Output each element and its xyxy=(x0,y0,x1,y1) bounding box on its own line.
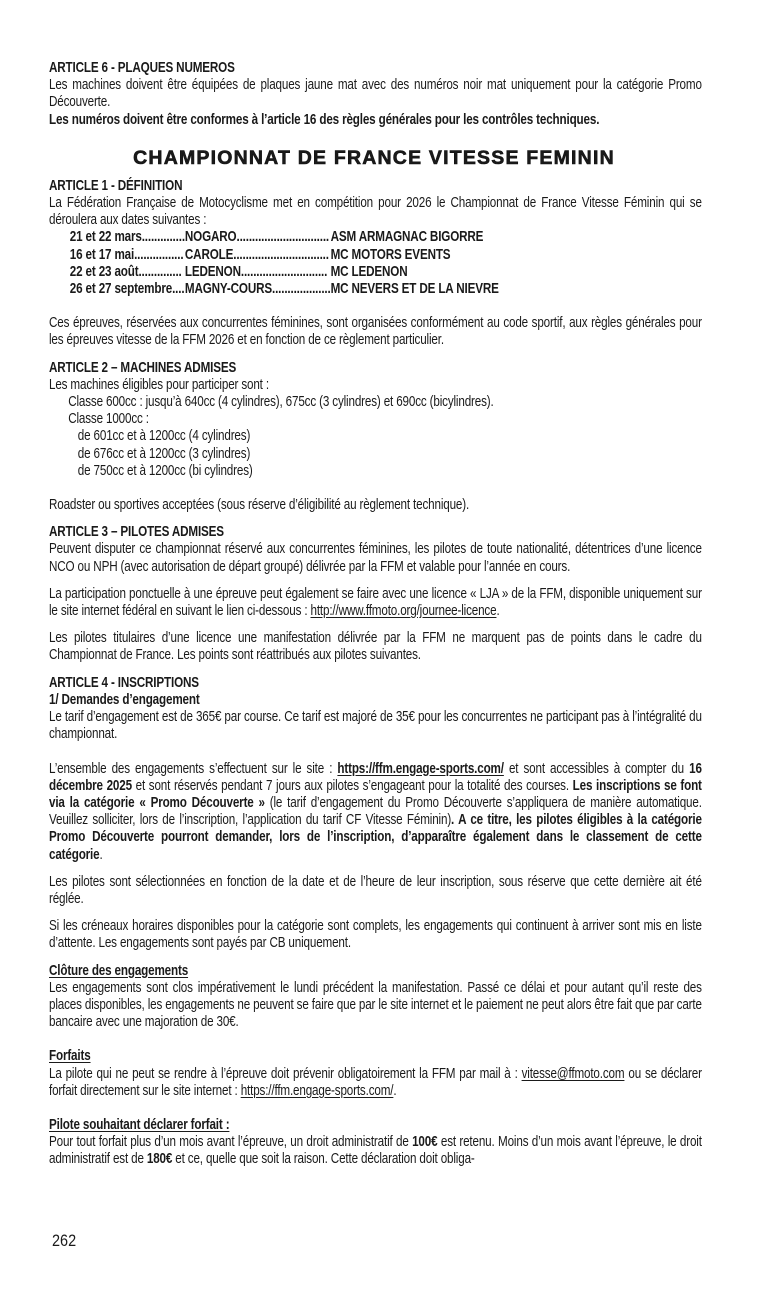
event-club: MC LEDENON xyxy=(330,263,408,280)
article-3-lja-paragraph: La participation ponctuelle à une épreuve peut également se faire avec une licence « LJA » de la FFM, disponible uniquement sur le site internet fédéral en suivant le lien ci-dessous : http://www.ffmoto.org/journee-licence. xyxy=(49,585,702,620)
event-circuit: NOGARO xyxy=(184,229,237,246)
event-circuit: CAROLE xyxy=(184,246,234,263)
schedule-row: 16 et 17 mai ................ CAROLE ............................... MC MOTORS EVENTS xyxy=(70,247,499,264)
article-3-points-paragraph: Les pilotes titulaires d’une licence une manifestation délivrée par la FFM ne marquent pas de points dans le cadre du Championnat de France. Les points sont réattribués aux pilotes suivantes. xyxy=(49,630,702,664)
schedule-row: 21 et 22 mars .............. NOGARO .............................. ASM ARMAGNAC BIGORRE xyxy=(70,229,499,246)
cloture-paragraph: Les engagements sont clos impérativement le lundi précédent la manifestation. Passé ce délai et pour autant qu’il reste des places disponibles, les engagements ne peuvent se faire que par le site internet et le paiement ne peut alors être fait que par carte bancaire avec une majoration de 30€. xyxy=(49,979,702,1031)
article-3-paragraph: Peuvent disputer ce championnat réservé aux concurrentes féminines, les pilotes de toute nationalité, détentrices d’une licence NCO ou NPH (avec autorisation de départ groupé) délivrée par la FFM et valable pour l’année en cours. xyxy=(49,541,702,575)
classe-1000-item: de 750cc et à 1200cc (bi cylindres) xyxy=(77,462,253,479)
cloture-heading: Clôture des engagements xyxy=(49,962,189,979)
tarif-paragraph: Le tarif d’engagement est de 365€ par course. Ce tarif est majoré de 35€ pour les concurrentes ne participant pas à l’intégralité du championnat. xyxy=(49,709,702,743)
schedule-row: 22 et 23 août .............. LEDENON ............................ MC LEDENON xyxy=(70,264,499,281)
event-date: 16 et 17 mai xyxy=(69,246,135,263)
email-link[interactable]: vitesse@ffmoto.com xyxy=(521,1065,625,1082)
article-3-heading: ARTICLE 3 – PILOTES ADMISES xyxy=(49,524,224,541)
article-4-heading: ARTICLE 4 - INSCRIPTIONS xyxy=(49,674,199,691)
article-6-bold-note: Les numéros doivent être conformes à l’article 16 des règles générales pour les contrôles techniques. xyxy=(49,111,600,128)
article-6-heading: ARTICLE 6 - PLAQUES NUMEROS xyxy=(49,60,235,76)
article-2-heading: ARTICLE 2 – MACHINES ADMISES xyxy=(49,359,237,376)
event-schedule xyxy=(70,229,499,298)
page-title: CHAMPIONNAT DE FRANCE VITESSE FEMININ xyxy=(133,146,615,169)
article-6-paragraph: Les machines doivent être équipées de plaques jaune mat avec des numéros noir mat uniquement pour la catégorie Promo Découverte. xyxy=(49,77,702,111)
article-2-note: Roadster ou sportives acceptées (sous réserve d’éligibilité au règlement technique). xyxy=(49,497,470,514)
selection-paragraph: Les pilotes sont sélectionnées en fonction de la date et de l’heure de leur inscription, sous réserve que cette dernière ait été réglée. xyxy=(49,873,702,907)
classe-1000-item: de 601cc et à 1200cc (4 cylindres) xyxy=(77,428,251,445)
demandes-engagement-subheading: 1/ Demandes d’engagement xyxy=(49,691,200,708)
article-6-section xyxy=(49,60,702,129)
schedule-row: 26 et 27 septembre .... MAGNY-COURS ................... MC NEVERS ET DE LA NIEVRE xyxy=(69,281,499,298)
event-date: 21 et 22 mars xyxy=(69,229,142,246)
article-1-section xyxy=(49,177,702,350)
article-1-intro: La Fédération Française de Motocyclisme met en compétition pour 2026 le Championnat de France Vitesse Féminin qui se déroulera aux dates suivantes : xyxy=(49,195,702,229)
forfaits-heading: Forfaits xyxy=(49,1048,91,1065)
classe-600-line: Classe 600cc : jusqu’à 640cc (4 cylindres), 675cc (3 cylindres) et 690cc (bicylindres). xyxy=(68,394,494,411)
declarer-forfait-paragraph: Pour tout forfait plus d’un mois avant l’épreuve, un droit administratif de 100€ est retenu. Moins d’un mois avant l’épreuve, le droit administratif est de 180€ et ce, quelle que soit la raison. Cette déclaration doit obliga- xyxy=(49,1134,702,1168)
article-1-heading: ARTICLE 1 - DÉFINITION xyxy=(49,177,183,194)
waitlist-paragraph: Si les créneaux horaires disponibles pour la catégorie sont complets, les engagements qui continuent à arriver sont mis en liste d’attente. Les engagements sont payés par CB uniquement. xyxy=(49,918,702,952)
article-2-intro: Les machines éligibles pour participer sont : xyxy=(49,376,269,393)
page-number: 262 xyxy=(52,1231,77,1250)
engagement-paragraph: L’ensemble des engagements s’effectuent sur le site : https://ffm.engage-sports.com/ et sont accessibles à compter du 16 décembre 2025 et sont réservés pendant 7 jours aux pilotes s’engageant pour la totalité des courses. Les inscriptions se font via la catégorie « Promo Découverte » (le tarif d’engagement du Promo Découverte s’appliquera de manière automatique. Veuillez solliciter, lors de l’inscription, l’application du tarif CF Vitesse Féminin). A ce titre, les pilotes éligibles à la catégorie Promo Découverte pourront demander, lors de l’inscription, d’apparaître également dans le classement de cette catégorie. xyxy=(49,760,702,863)
event-circuit: LEDENON xyxy=(184,263,241,280)
event-circuit: MAGNY-COURS xyxy=(184,281,273,298)
document-page xyxy=(49,60,702,1169)
forfait-site-link[interactable]: https://ffm.engage-sports.com/ xyxy=(240,1082,394,1099)
engage-sports-link[interactable]: https://ffm.engage-sports.com/ xyxy=(337,760,504,777)
event-date: 22 et 23 août xyxy=(69,263,139,280)
declarer-forfait-heading: Pilote souhaitant déclarer forfait : xyxy=(49,1116,230,1133)
forfaits-paragraph: La pilote qui ne peut se rendre à l’épreuve doit prévenir obligatoirement la FFM par mail à : vitesse@ffmoto.com ou se déclarer forfait directement sur le site internet : https://ffm.engage-sports.com/. xyxy=(49,1065,702,1099)
event-date: 26 et 27 septembre xyxy=(69,281,173,298)
journee-licence-link[interactable]: http://www.ffmoto.org/journee-licence xyxy=(310,603,497,620)
event-club: ASM ARMAGNAC BIGORRE xyxy=(330,229,484,246)
event-club: MC MOTORS EVENTS xyxy=(330,246,451,263)
article-4-section xyxy=(49,674,702,1169)
article-1-paragraph: Ces épreuves, réservées aux concurrentes féminines, sont organisées conformément au code sportif, aux règles générales pour les épreuves vitesse de la FFM 2026 et en fonction de ce règlement particulier. xyxy=(49,315,702,349)
classe-1000-line: Classe 1000cc : xyxy=(68,411,149,428)
classe-1000-item: de 676cc et à 1200cc (3 cylindres) xyxy=(77,445,251,462)
article-2-section xyxy=(49,360,699,515)
article-3-section xyxy=(49,524,702,664)
event-club: MC NEVERS ET DE LA NIEVRE xyxy=(330,281,499,298)
